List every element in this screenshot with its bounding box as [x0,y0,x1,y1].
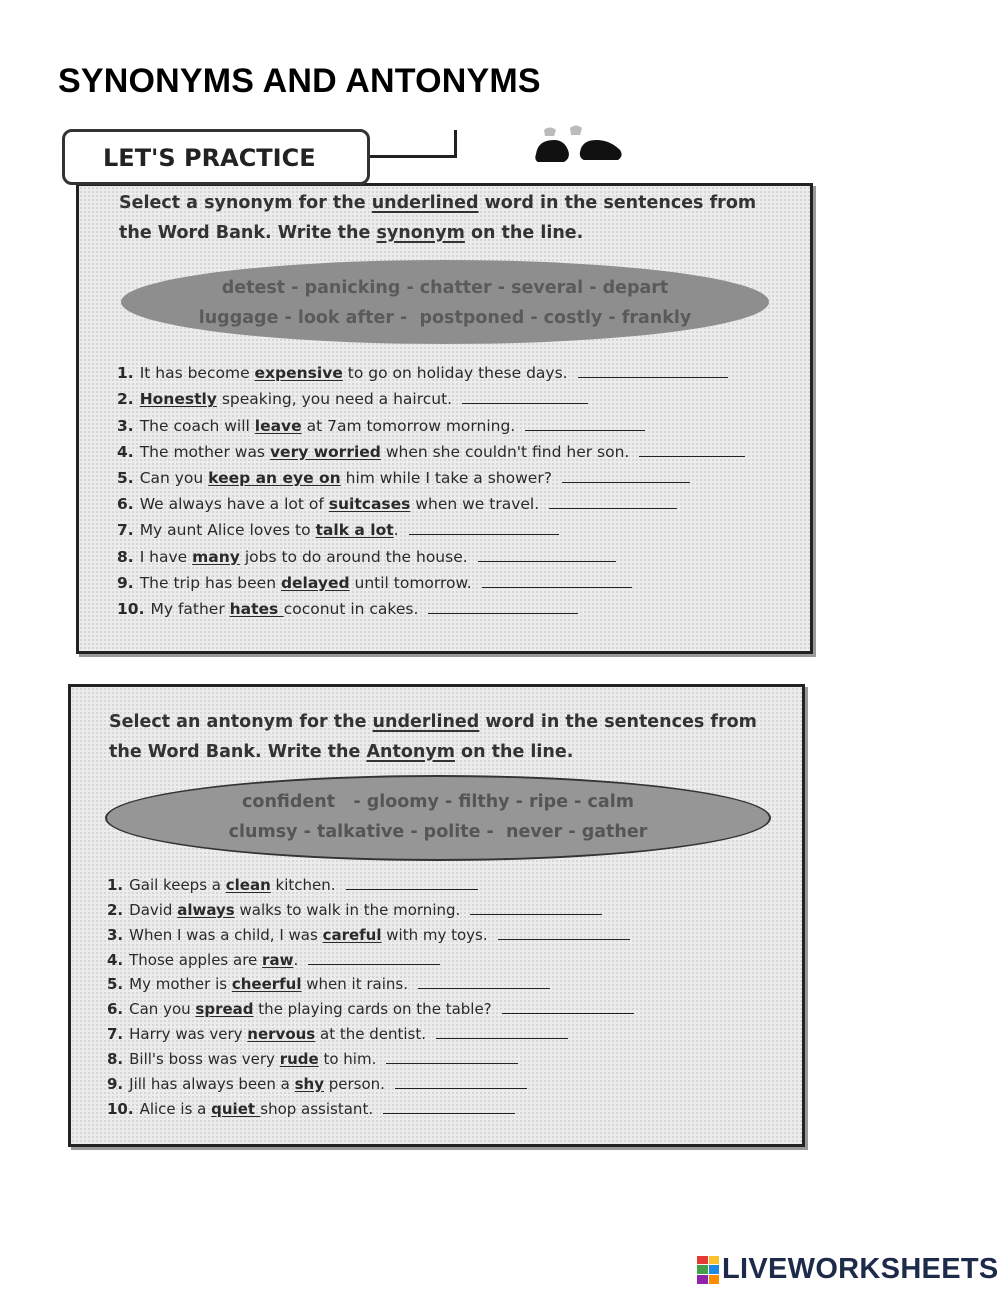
exercise-item [117,461,745,487]
item-keyword: shy [294,1075,324,1094]
item-number: 4. [107,950,124,969]
answer-blank[interactable] [346,888,478,890]
answer-blank[interactable] [308,963,440,965]
answer-blank[interactable] [418,987,550,989]
item-keyword: rude [279,1050,319,1069]
item-text-before: When I was a child, I was [129,925,323,944]
item-keyword: keep an eye on [208,468,341,487]
answer-blank[interactable] [409,533,559,535]
item-number: 9. [117,573,134,592]
tab-connector-post [454,130,457,158]
item-keyword: talk a lot [315,521,394,540]
answer-blank[interactable] [478,560,616,562]
exercise-item [117,592,745,618]
item-keyword: clean [225,875,271,894]
item-number: 2. [107,900,124,919]
exercise-item [107,969,634,994]
item-text-after: when she couldn't find her son. [380,442,630,461]
item-text-before: Bill's boss was very [129,1050,280,1069]
item-number: 4. [117,442,134,461]
tab-label: LET'S PRACTICE [103,144,316,172]
item-text-before: The coach will [139,416,255,435]
synonyms-word-bank [121,260,769,344]
item-text-before: Jill has always been a [129,1075,295,1094]
item-text-after: him while I take a shower? [340,468,552,487]
synonyms-exercise-list [117,356,745,618]
item-text-before: Harry was very [129,1025,248,1044]
item-text-before: My aunt Alice loves to [139,521,316,540]
item-text-after: to him. [318,1050,377,1069]
item-keyword: very worried [269,442,381,461]
brand-text: LIVEWORKSHEETS [722,1253,999,1285]
answer-blank[interactable] [383,1112,515,1114]
item-text-after: person. [324,1075,385,1094]
answer-blank[interactable] [395,1087,527,1089]
exercise-item [117,566,745,592]
shoes-icon [530,124,625,170]
item-text-before: My father [150,599,230,618]
word-bank-line-2: luggage - look after - postponed - costly - frankly [198,308,692,328]
answer-blank[interactable] [436,1037,568,1039]
item-keyword: Honestly [139,390,217,409]
item-text-before: My mother is [129,975,232,994]
exercise-item [117,487,745,513]
antonyms-panel [68,684,805,1147]
item-keyword: raw [262,950,294,969]
antonyms-instruction: Select an antonym for the underlined word in the sentences from the Word Bank. Write the Antonym on the line. [109,712,757,762]
exercise-item [107,1093,634,1118]
answer-blank[interactable] [462,402,588,404]
exercise-item [117,435,745,461]
antonyms-word-bank [105,775,771,861]
item-keyword: hates [229,599,284,618]
exercise-item [107,894,634,919]
exercise-item [107,1068,634,1093]
item-text-before: Those apples are [129,950,263,969]
item-text-after: at the dentist. [315,1025,427,1044]
answer-blank[interactable] [578,376,728,378]
item-number: 2. [117,390,134,409]
exercise-item [117,382,745,408]
item-text-after: jobs to do around the house. [239,547,468,566]
item-text-before: David [129,900,178,919]
item-text-after: . [393,521,399,540]
item-text-after: shop assistant. [260,1099,374,1118]
answer-blank[interactable] [525,429,645,431]
page-title: SYNONYMS AND ANTONYMS [58,62,541,100]
item-keyword: cheerful [231,975,302,994]
item-keyword: expensive [254,364,343,383]
answer-blank[interactable] [482,586,632,588]
item-text-after: to go on holiday these days. [342,364,568,383]
item-text-after: when we travel. [410,495,540,514]
item-number: 6. [117,495,134,514]
synonyms-panel [76,183,813,654]
item-number: 10. [117,599,145,618]
item-keyword: quiet [211,1099,261,1118]
item-number: 1. [107,875,124,894]
answer-blank[interactable] [502,1012,634,1014]
antonyms-exercise-list [107,869,634,1118]
answer-blank[interactable] [562,481,690,483]
item-text-after: kitchen. [270,875,336,894]
item-text-before: Alice is a [139,1099,212,1118]
lets-practice-tab [62,129,370,185]
answer-blank[interactable] [386,1062,518,1064]
answer-blank[interactable] [549,507,677,509]
item-text-after: speaking, you need a haircut. [216,390,453,409]
item-number: 3. [117,416,134,435]
item-text-before: The mother was [139,442,270,461]
word-bank-line-1: confident - gloomy - filthy - ripe - calm [242,792,634,812]
item-number: 1. [117,364,134,383]
answer-blank[interactable] [498,938,630,940]
answer-blank[interactable] [428,612,578,614]
liveworksheets-brand [697,1253,999,1286]
exercise-item [107,919,634,944]
item-keyword: suitcases [328,495,411,514]
item-keyword: delayed [280,573,350,592]
exercise-item [107,944,634,969]
item-number: 6. [107,1000,124,1019]
item-text-before: Gail keeps a [129,875,226,894]
item-text-after: when it rains. [301,975,408,994]
item-text-after: the playing cards on the table? [253,1000,492,1019]
answer-blank[interactable] [639,455,745,457]
item-text-before: We always have a lot of [139,495,329,514]
item-number: 8. [107,1050,124,1069]
item-text-after: coconut in cakes. [283,599,419,618]
item-keyword: careful [322,925,382,944]
item-number: 8. [117,547,134,566]
item-text-before: I have [139,547,193,566]
item-text-after: until tomorrow. [349,573,472,592]
item-text-before: Can you [129,1000,196,1019]
item-keyword: spread [195,1000,254,1019]
item-number: 7. [117,521,134,540]
word-bank-line-2: clumsy - talkative - polite - never - gather [228,822,648,842]
item-text-after: with my toys. [381,925,488,944]
exercise-item [117,513,745,539]
item-keyword: many [192,547,240,566]
item-number: 7. [107,1025,124,1044]
item-number: 10. [107,1099,134,1118]
exercise-item [117,539,745,565]
item-keyword: nervous [247,1025,316,1044]
answer-blank[interactable] [470,913,602,915]
item-number: 3. [107,925,124,944]
item-text-after: at 7am tomorrow morning. [301,416,516,435]
item-text-before: The trip has been [139,573,281,592]
tab-connector-line [370,155,457,158]
item-number: 9. [107,1075,124,1094]
item-text-after: . [293,950,299,969]
exercise-item [117,356,745,382]
item-keyword: leave [254,416,302,435]
liveworksheets-logo-icon [697,1256,719,1284]
synonyms-instruction: Select a synonym for the underlined word in the sentences from the Word Bank. Write the synonym on the line. [119,193,757,243]
item-text-before: Can you [139,468,209,487]
item-number: 5. [107,975,124,994]
exercise-item [117,408,745,434]
item-number: 5. [117,468,134,487]
exercise-item [107,1043,634,1068]
exercise-item [107,1018,634,1043]
exercise-item [107,993,634,1018]
item-text-before: It has become [139,364,255,383]
item-keyword: always [177,900,235,919]
item-text-after: walks to walk in the morning. [234,900,461,919]
exercise-item [107,869,634,894]
word-bank-line-1: detest - panicking - chatter - several - depart [221,278,669,298]
